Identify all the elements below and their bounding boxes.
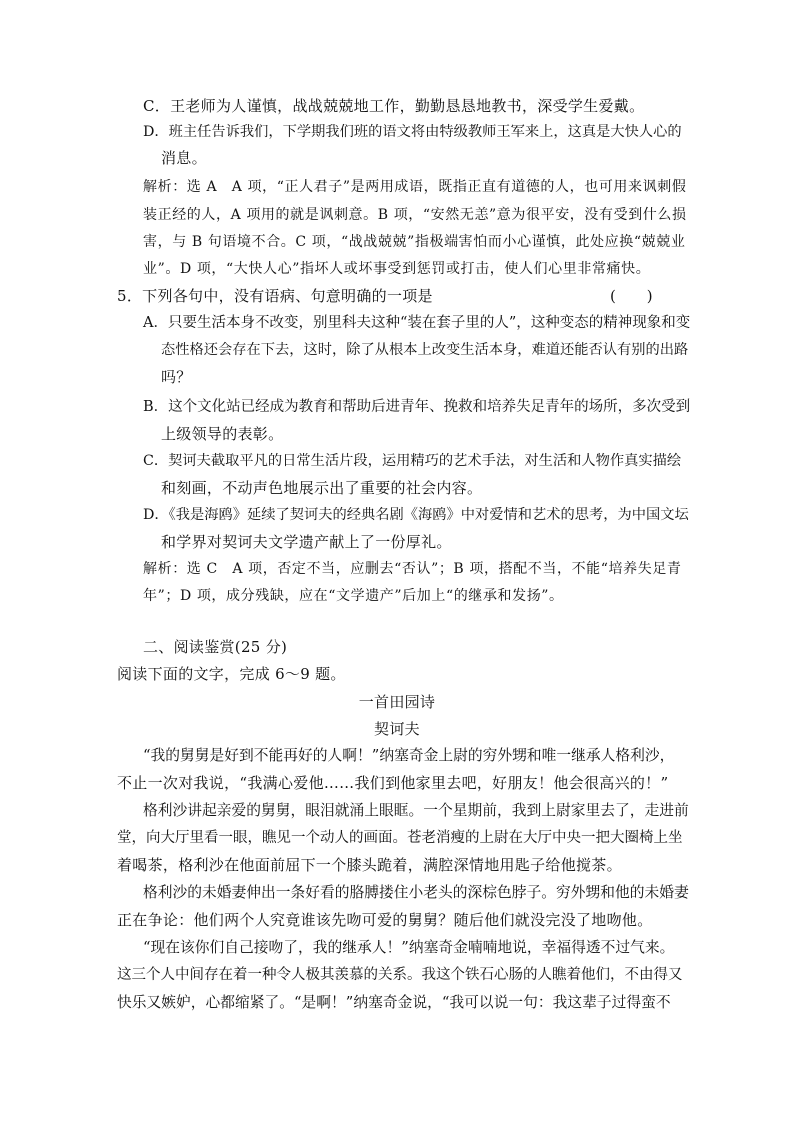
q4-analysis-line4: 业”。D 项，“大快人心”指坏人或坏事受到惩罚或打击，使人们心里非常痛快。 [143,261,651,277]
q5-option-a-line1: A．只要生活本身不改变，别里科夫这种“装在套子里的人”，这种变态的精神现象和变 [143,315,691,331]
q5-option-b-line1: B．这个文化站已经成为教育和帮助后进青年、挽救和培养失足青年的场所，多次受到 [143,399,691,415]
passage-p3-line2: 正在争论：他们两个人究竟谁该先吻可爱的舅舅？随后他们就没完没了地吻他。 [117,911,653,929]
q5-analysis-line1: 解析：选 C A 项，否定不当，应删去“否认”；B 项，搭配不当，不能“培养失足青 [143,561,682,577]
q5-answer-bracket: ( ) [610,287,653,305]
q5-option-b-line2: 上级领导的表彰。 [161,425,284,443]
q5-option-d-line2: 和学界对契诃夫文学遗产献上了一份厚礼。 [161,533,452,551]
passage-title: 一首田园诗 [358,693,436,711]
q4-option-c: C．王老师为人谨慎，战战兢兢地工作，勤勤恳恳地教书，深受学生爱戴。 [143,97,645,115]
section-heading: 二、阅读鉴赏(25 分) [143,638,288,656]
passage-p3-line1: 格利沙的未婚妻伸出一条好看的胳膊搂住小老头的深棕色脖子。穷外甥和他的未婚妻 [143,884,689,901]
q5-option-c-line1: C．契诃夫截取平凡的日常生活片段，运用精巧的艺术手法，对生活和人物作真实描绘 [143,453,682,469]
passage-p2-line2: 堂，向大厅里看一眼，瞧见一个动人的画面。苍老消瘦的上尉在大厅中央一把大圈椅上坐 [117,830,683,846]
q5-option-a-line3: 吗？ [161,368,192,386]
q5-option-a-line2: 态性格还会存在下去，这时，除了从根本上改变生活本身，难道还能否认有别的出路 [161,342,689,358]
q4-option-d-line1: D．班主任告诉我们，下学期我们班的语文将由特级教师王军来上，这真是大快人心的 [143,124,682,140]
q5-analysis-line2: 年”；D 项，成分残缺，应在“文学遗产”后加上“的继承和发扬”。 [143,588,564,604]
passage-p4-line1: “现在该你们自己接吻了，我的继承人！”纳塞奇金喃喃地说，幸福得透不过气来。 [143,939,675,956]
q5-option-c-line2: 和刻画，不动声色地展示出了重要的社会内容。 [161,479,483,497]
passage-author: 契诃夫 [374,720,420,738]
q4-analysis-line2: 装正经的人，A 项用的就是讽刺意。B 项，“安然无恙”意为很平安，没有受到什么损 [143,207,687,223]
q5-stem: 5．下列各句中，没有语病、句意明确的一项是 [117,287,433,305]
q4-option-d-line2: 消息。 [161,149,207,167]
q4-analysis-line3: 害，与 B 句语境不合。C 项，“战战兢兢”指极端害怕而小心谨慎，此处应换“兢兢业 [143,234,686,250]
passage-p2-line3: 着喝茶，格利沙在他面前屈下一个膝头跪着，满腔深情地用匙子给他搅茶。 [117,856,622,874]
passage-p4-line2: 这三个人中间存在着一种令人极其羡慕的关系。我这个铁石心肠的人瞧着他们，不由得又 [117,967,683,983]
passage-p1-line2: 不止一次对我说，“我满心爱他……我们到他家里去吧，好朋友！他会很高兴的！” [117,774,669,792]
passage-p2-line1: 格利沙讲起亲爱的舅舅，眼泪就涌上眼眶。一个星期前，我到上尉家里去了，走进前 [143,802,689,819]
q5-option-d-line1: D．《我是海鸥》延续了契诃夫的经典名剧《海鸥》中对爱情和艺术的思考，为中国文坛 [143,507,689,523]
reading-instruction: 阅读下面的文字，完成 6～9 题。 [117,665,346,683]
q4-analysis-line1: 解析：选 A A 项，“正人君子”是两用成语，既指正直有道德的人，也可用来讽刺假 [143,179,687,195]
passage-p4-line3: 快乐又嫉妒，心都缩紧了。“是啊！”纳塞奇金说，“我可以说一句：我这辈子过得蛮不 [117,994,671,1011]
passage-p1-line1: “我的舅舅是好到不能再好的人啊！”纳塞奇金上尉的穷外甥和唯一继承人格利沙， [143,747,675,764]
